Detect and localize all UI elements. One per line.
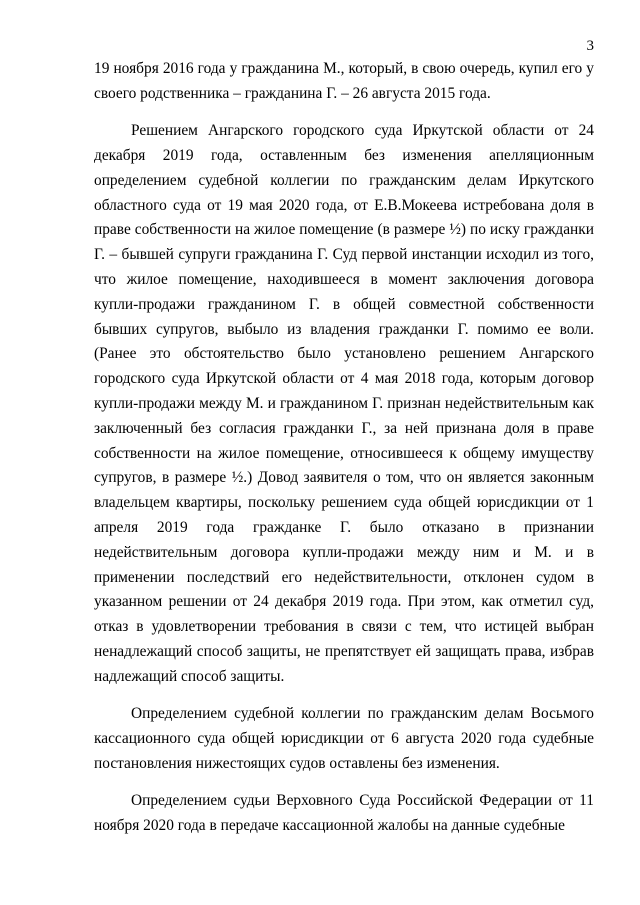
paragraph-continuation: 19 ноября 2016 года у гражданина М., который, в свою очередь, купил его у своего родственника – гражданина Г. – 26 августа 2015 года. <box>94 60 594 102</box>
page-number: 3 <box>586 38 594 54</box>
paragraph-angarsk-court-decision: Решением Ангарского городского суда Иркутской области от 24 декабря 2019 года, оставленным без изменения апелляционным определением судебной коллегии по гражданским делам Иркутского областного суда от 19 мая 2020 года, от Е.В.Мокеева истребована доля в праве собственности на жилое помещение (в размере ½) по иску гражданки Г. – бывшей супруги гражданина Г. Суд первой инстанции исходил из того, что жилое помещение, находившееся в момент заключения договора купли-продажи гражданином Г. в общей совместной собственности бывших супругов, выбыло из владения гражданки Г. помимо ее воли. (Ранее это обстоятельство было установлено решением Ангарского городского суда Иркутской области от 4 мая 2018 года, которым договор купли-продажи между М. и гражданином Г. признан недействительным как заключенный без согласия гражданки Г., за ней признана доля в праве собственности на жилое помещение, относившееся к общему имуществу супругов, в размере ½.) Довод заявителя о том, что он является законным владельцем квартиры, поскольку решением суда общей юрисдикции от 1 апреля 2019 года гражданке Г. было отказано в признании недействительным договора купли-продажи между ним и М. и в применении последствий его недействительности, отклонен судом в указанном решении от 24 декабря 2019 года. При этом, как отметил суд, отказ в удовлетворении требования в связи с тем, что истицей выбран ненадлежащий способ защиты, не препятствует ей защищать права, избрав надлежащий способ защиты. <box>94 122 594 685</box>
paragraph-supreme-court-ruling: Определением судьи Верховного Суда Российской Федерации от 11 ноября 2020 года в передаче кассационной жалобы на данные судебные <box>94 792 594 834</box>
paragraph-cassation-court-ruling: Определением судебной коллегии по гражданским делам Восьмого кассационного суда общей юрисдикции от 6 августа 2020 года судебные постановления нижестоящих судов оставлены без изменения. <box>94 705 594 772</box>
document-body <box>94 57 594 851</box>
